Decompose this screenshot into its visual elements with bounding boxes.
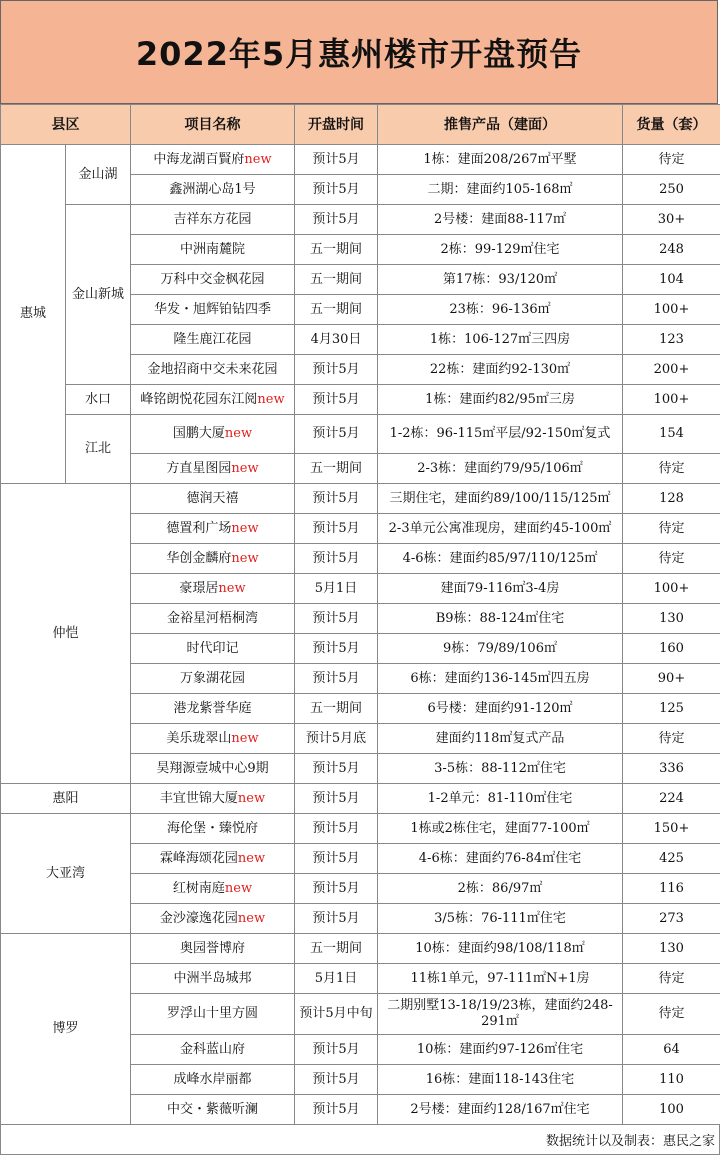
project-name: 吉祥东方花园 xyxy=(173,211,252,227)
project-name: 昊翔源壹城中心9期 xyxy=(156,760,269,776)
table-row xyxy=(1,484,720,514)
project-name-cell xyxy=(131,385,295,415)
project-name: 丰宜世锦大厦 xyxy=(159,790,238,806)
table-row xyxy=(1,415,720,454)
open-time-cell: 预计5月 xyxy=(295,355,378,385)
project-name-cell xyxy=(131,604,295,634)
supply-cell: 123 xyxy=(623,325,720,355)
open-time-cell: 预计5月 xyxy=(295,1035,378,1065)
product-cell: 9栋：79/89/106㎡ xyxy=(378,634,623,664)
project-name: 国鹏大厦 xyxy=(172,426,225,441)
project-name: 霖峰海颂花园 xyxy=(159,850,238,866)
project-name: 万科中交金枫花园 xyxy=(160,271,265,287)
supply-cell: 200+ xyxy=(623,355,720,385)
product-cell: 建面约118㎡复式产品 xyxy=(378,724,623,754)
project-name-cell xyxy=(131,574,295,604)
open-time-cell: 预计5月 xyxy=(295,664,378,694)
table-row xyxy=(1,934,720,964)
open-time-cell: 预计5月 xyxy=(295,814,378,844)
new-tag: new xyxy=(224,880,253,896)
table-row xyxy=(1,814,720,844)
project-name: 金地招商中交未来花园 xyxy=(147,361,278,377)
project-name-cell xyxy=(131,994,295,1035)
project-name: 万象湖花园 xyxy=(179,670,245,686)
supply-cell: 待定 xyxy=(623,724,720,754)
product-cell: 10栋：建面约97-126㎡住宅 xyxy=(378,1035,623,1065)
project-name-cell xyxy=(131,754,295,784)
project-name-cell xyxy=(131,355,295,385)
new-tag: new xyxy=(237,910,266,926)
open-time-cell: 五一期间 xyxy=(295,295,378,325)
project-name-cell xyxy=(131,904,295,934)
new-tag: new xyxy=(224,426,253,441)
open-time-cell: 5月1日 xyxy=(295,964,378,994)
project-name-cell xyxy=(131,1065,295,1095)
product-cell: 3/5栋：76-111㎡住宅 xyxy=(378,904,623,934)
table-row xyxy=(1,145,720,175)
county-cell: 大亚湾 xyxy=(1,814,131,934)
header-product: 推售产品（建面） xyxy=(378,105,623,145)
project-name: 港龙紫誉华庭 xyxy=(173,700,252,716)
supply-cell: 90+ xyxy=(623,664,720,694)
table-body xyxy=(1,145,720,1125)
project-name-cell xyxy=(131,454,295,484)
supply-cell: 125 xyxy=(623,694,720,724)
supply-cell: 224 xyxy=(623,784,720,814)
new-tag: new xyxy=(218,580,246,596)
project-name: 中海龙湖百賢府 xyxy=(153,151,245,167)
project-name-cell xyxy=(131,694,295,724)
supply-cell: 104 xyxy=(623,265,720,295)
project-name: 华创金麟府 xyxy=(166,550,232,566)
project-name-cell xyxy=(131,544,295,574)
project-name-cell xyxy=(131,415,295,454)
project-name-cell xyxy=(131,844,295,874)
project-name: 时代印记 xyxy=(186,640,239,656)
open-time-cell: 预计5月中旬 xyxy=(295,994,378,1035)
supply-cell: 待定 xyxy=(623,964,720,994)
product-cell: 2栋：99-129㎡住宅 xyxy=(378,235,623,265)
new-tag: new xyxy=(231,730,259,746)
product-cell: 1栋：建面约82/95㎡三房 xyxy=(378,385,623,415)
product-cell: 11栋1单元，97-111㎡N+1房 xyxy=(378,964,623,994)
project-name: 金科蓝山府 xyxy=(179,1041,245,1057)
project-name: 鑫洲湖心岛1号 xyxy=(169,181,256,197)
supply-cell: 128 xyxy=(623,484,720,514)
open-time-cell: 预计5月 xyxy=(295,145,378,175)
supply-cell: 100+ xyxy=(623,574,720,604)
project-name: 德润天禧 xyxy=(186,490,239,506)
project-name: 峰铭朗悦花园东江阅 xyxy=(140,391,258,407)
supply-cell: 100+ xyxy=(623,385,720,415)
project-name: 奥园誉博府 xyxy=(179,940,245,956)
project-name: 金沙濠逸花园 xyxy=(159,910,238,926)
open-time-cell: 预计5月 xyxy=(295,904,378,934)
product-cell: 16栋：建面118-143住宅 xyxy=(378,1065,623,1095)
product-cell: 22栋：建面约92-130㎡ xyxy=(378,355,623,385)
project-name-cell xyxy=(131,295,295,325)
open-time-cell: 五一期间 xyxy=(295,235,378,265)
header-open-time: 开盘时间 xyxy=(295,105,378,145)
project-name-cell xyxy=(131,1095,295,1125)
product-cell: 3-5栋：88-112㎡住宅 xyxy=(378,754,623,784)
footer-note: 数据统计以及制表：惠民之家 xyxy=(0,1125,720,1155)
supply-cell: 150+ xyxy=(623,814,720,844)
project-name-cell xyxy=(131,1035,295,1065)
product-cell: 三期住宅，建面约89/100/115/125㎡ xyxy=(378,484,623,514)
project-name: 华发・旭辉铂钻四季 xyxy=(153,301,271,317)
header-supply: 货量（套） xyxy=(623,105,720,145)
project-name-cell xyxy=(131,634,295,664)
product-cell: 1-2栋：96-115㎡平层/92-150㎡复式 xyxy=(378,415,623,454)
area-cell: 水口 xyxy=(66,385,131,415)
supply-cell: 64 xyxy=(623,1035,720,1065)
table-row xyxy=(1,784,720,814)
open-time-cell: 预计5月 xyxy=(295,1095,378,1125)
product-cell: 1栋或2栋住宅，建面77-100㎡ xyxy=(378,814,623,844)
header-project: 项目名称 xyxy=(131,105,295,145)
open-time-cell: 预计5月 xyxy=(295,484,378,514)
project-name: 隆生鹿江花园 xyxy=(173,331,252,347)
project-name-cell xyxy=(131,235,295,265)
project-name: 成峰水岸丽都 xyxy=(173,1071,252,1087)
supply-cell: 336 xyxy=(623,754,720,784)
open-time-cell: 预计5月 xyxy=(295,874,378,904)
open-time-cell: 4月30日 xyxy=(295,325,378,355)
table-row xyxy=(1,205,720,235)
supply-cell: 待定 xyxy=(623,454,720,484)
new-tag: new xyxy=(231,520,259,536)
new-tag: new xyxy=(237,790,266,806)
product-cell: B9栋：88-124㎡住宅 xyxy=(378,604,623,634)
project-name-cell xyxy=(131,814,295,844)
open-time-cell: 预计5月 xyxy=(295,415,378,454)
supply-cell: 248 xyxy=(623,235,720,265)
product-cell: 23栋：96-136㎡ xyxy=(378,295,623,325)
header-district: 县区 xyxy=(1,105,131,145)
product-cell: 2-3栋：建面约79/95/106㎡ xyxy=(378,454,623,484)
open-time-cell: 预计5月 xyxy=(295,514,378,544)
open-time-cell: 五一期间 xyxy=(295,265,378,295)
county-cell: 惠阳 xyxy=(1,784,131,814)
open-time-cell: 预计5月 xyxy=(295,175,378,205)
supply-cell: 130 xyxy=(623,604,720,634)
product-cell: 6栋：建面约136-145㎡四五房 xyxy=(378,664,623,694)
project-name-cell xyxy=(131,145,295,175)
open-time-cell: 五一期间 xyxy=(295,934,378,964)
project-name: 德置利广场 xyxy=(166,520,232,536)
supply-cell: 待定 xyxy=(623,145,720,175)
project-name-cell xyxy=(131,175,295,205)
project-name: 中交・紫薇听澜 xyxy=(166,1101,258,1117)
product-cell: 二期：建面约105-168㎡ xyxy=(378,175,623,205)
new-tag: new xyxy=(237,850,266,866)
area-cell: 金山新城 xyxy=(66,205,131,385)
project-name: 罗浮山十里方圆 xyxy=(166,1006,258,1021)
project-name: 中洲南麓院 xyxy=(179,241,245,257)
supply-cell: 100 xyxy=(623,1095,720,1125)
new-tag: new xyxy=(244,151,272,167)
product-cell: 6号楼：建面约91-120㎡ xyxy=(378,694,623,724)
supply-cell: 待定 xyxy=(623,544,720,574)
supply-cell: 待定 xyxy=(623,514,720,544)
open-time-cell: 预计5月 xyxy=(295,784,378,814)
project-name-cell xyxy=(131,484,295,514)
supply-cell: 273 xyxy=(623,904,720,934)
product-cell: 第17栋：93/120㎡ xyxy=(378,265,623,295)
project-name: 海伦堡・臻悦府 xyxy=(166,820,258,836)
project-name: 金裕星河梧桐湾 xyxy=(166,610,258,626)
project-name-cell xyxy=(131,934,295,964)
county-cell: 博罗 xyxy=(1,934,131,1125)
open-time-cell: 预计5月 xyxy=(295,604,378,634)
project-name: 中洲半岛城邦 xyxy=(173,970,252,986)
open-time-cell: 预计5月 xyxy=(295,844,378,874)
open-time-cell: 五一期间 xyxy=(295,694,378,724)
launch-table xyxy=(0,104,720,1125)
open-time-cell: 预计5月 xyxy=(295,544,378,574)
supply-cell: 160 xyxy=(623,634,720,664)
product-cell: 1栋：建面208/267㎡平墅 xyxy=(378,145,623,175)
new-tag: new xyxy=(231,550,259,566)
product-cell: 2-3单元公寓准现房，建面约45-100㎡ xyxy=(378,514,623,544)
product-cell: 4-6栋：建面约76-84㎡住宅 xyxy=(378,844,623,874)
project-name: 豪璟居 xyxy=(179,580,219,596)
supply-cell: 116 xyxy=(623,874,720,904)
open-time-cell: 预计5月 xyxy=(295,754,378,784)
open-time-cell: 预计5月 xyxy=(295,205,378,235)
product-cell: 1栋：106-127㎡三四房 xyxy=(378,325,623,355)
project-name-cell xyxy=(131,265,295,295)
supply-cell: 30+ xyxy=(623,205,720,235)
new-tag: new xyxy=(231,460,259,476)
project-name-cell xyxy=(131,874,295,904)
open-time-cell: 预计5月底 xyxy=(295,724,378,754)
open-time-cell: 预计5月 xyxy=(295,1065,378,1095)
supply-cell: 110 xyxy=(623,1065,720,1095)
page-title: 2022年5月惠州楼市开盘预告 xyxy=(135,35,583,73)
supply-cell: 250 xyxy=(623,175,720,205)
product-cell: 2号楼：建面88-117㎡ xyxy=(378,205,623,235)
product-cell: 二期别墅13-18/19/23栋，建面约248-291㎡ xyxy=(378,994,623,1035)
supply-cell: 130 xyxy=(623,934,720,964)
project-name: 红树南庭 xyxy=(172,880,225,896)
project-name-cell xyxy=(131,514,295,544)
supply-cell: 154 xyxy=(623,415,720,454)
project-name-cell xyxy=(131,784,295,814)
product-cell: 4-6栋：建面约85/97/110/125㎡ xyxy=(378,544,623,574)
area-cell: 江北 xyxy=(66,415,131,484)
product-cell: 2号楼：建面约128/167㎡住宅 xyxy=(378,1095,623,1125)
supply-cell: 100+ xyxy=(623,295,720,325)
area-cell: 金山湖 xyxy=(66,145,131,205)
table-row xyxy=(1,385,720,415)
header-row xyxy=(1,105,720,145)
project-name-cell xyxy=(131,664,295,694)
new-tag: new xyxy=(257,391,285,407)
product-cell: 2栋：86/97㎡ xyxy=(378,874,623,904)
open-time-cell: 五一期间 xyxy=(295,454,378,484)
open-time-cell: 5月1日 xyxy=(295,574,378,604)
product-cell: 10栋：建面约98/108/118㎡ xyxy=(378,934,623,964)
project-name: 美乐珑翠山 xyxy=(166,730,232,746)
project-name-cell xyxy=(131,964,295,994)
project-name-cell xyxy=(131,724,295,754)
product-cell: 1-2单元：81-110㎡住宅 xyxy=(378,784,623,814)
product-cell: 建面79-116㎡3-4房 xyxy=(378,574,623,604)
project-name-cell xyxy=(131,325,295,355)
supply-cell: 425 xyxy=(623,844,720,874)
supply-cell: 待定 xyxy=(623,994,720,1035)
open-time-cell: 预计5月 xyxy=(295,385,378,415)
project-name: 方直星图园 xyxy=(166,460,232,476)
title-banner xyxy=(0,0,718,104)
county-cell: 仲恺 xyxy=(1,484,131,784)
open-time-cell: 预计5月 xyxy=(295,634,378,664)
county-cell: 惠城 xyxy=(1,145,66,484)
project-name-cell xyxy=(131,205,295,235)
